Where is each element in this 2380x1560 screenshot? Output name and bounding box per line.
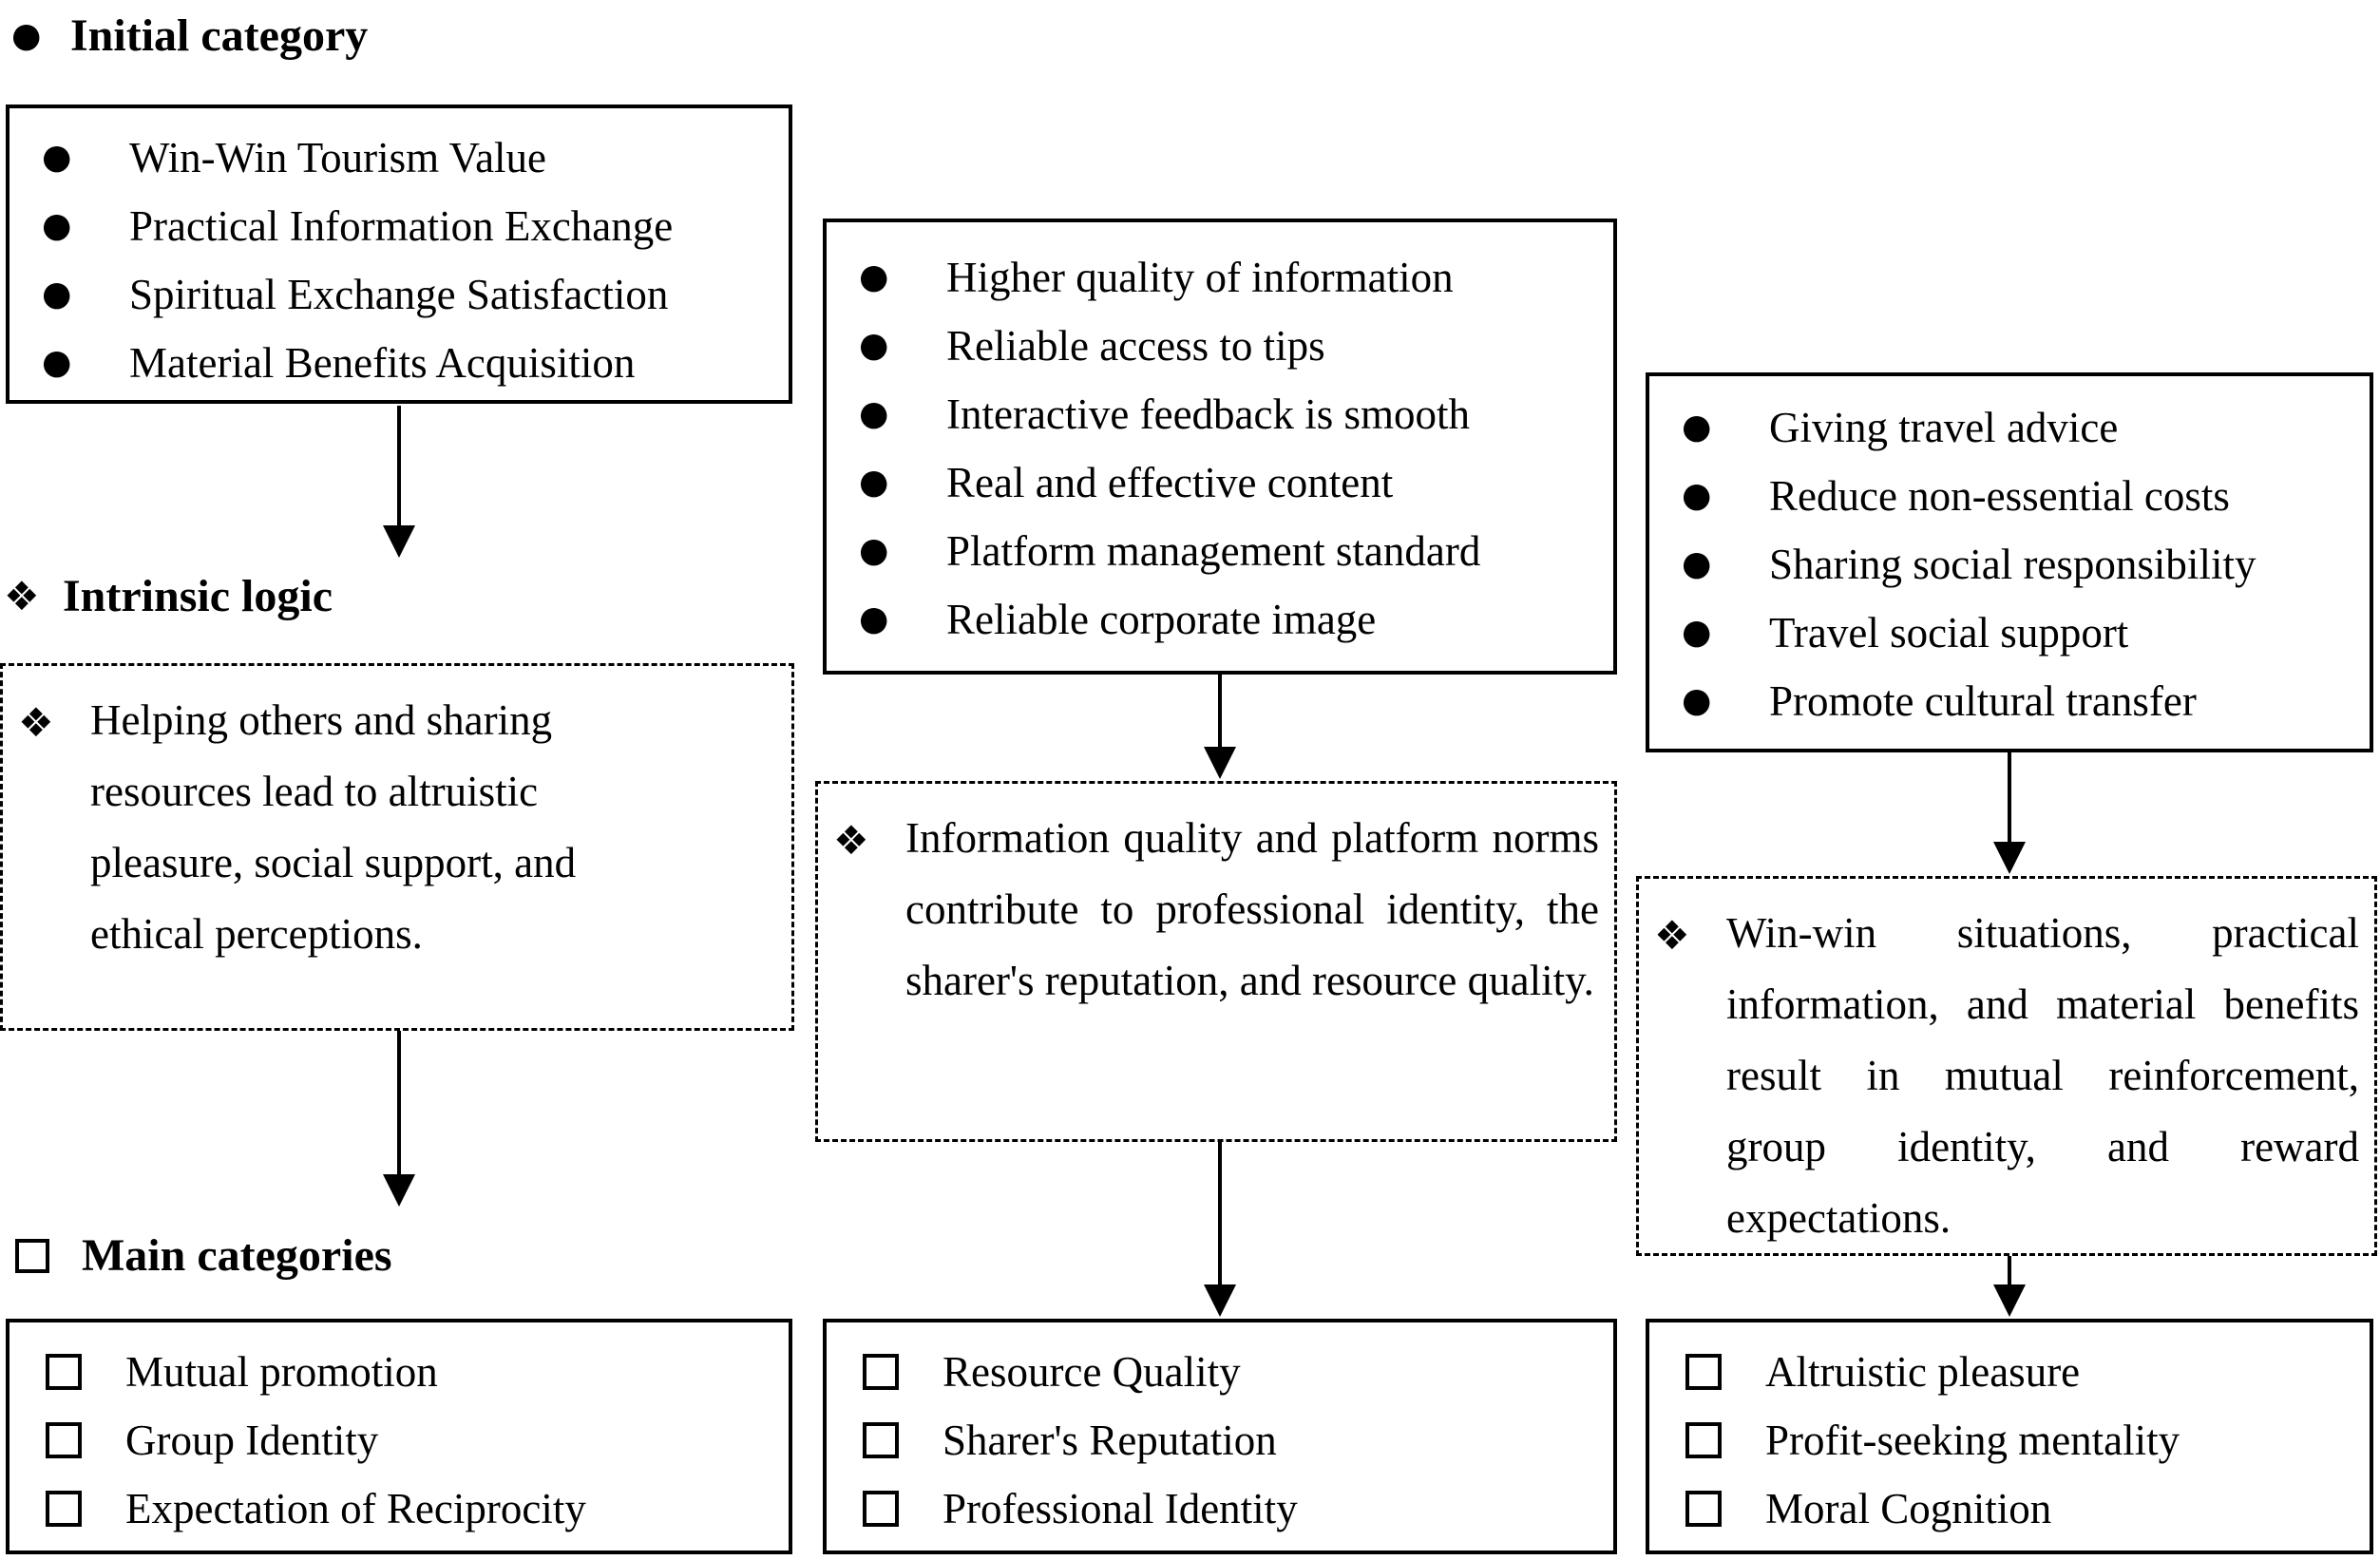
heading-intrinsic-logic <box>4 566 333 627</box>
list-item <box>859 243 1600 312</box>
diamond-icon: ❖ <box>18 699 54 746</box>
list-item-label: Promote cultural transfer <box>1769 677 2197 725</box>
list-item-label: Giving travel advice <box>1769 404 2119 451</box>
list-item-label: Reliable corporate image <box>946 596 1377 643</box>
list-item <box>1682 1406 2356 1474</box>
list-item <box>42 192 775 260</box>
bullet-icon: ● <box>42 138 72 177</box>
list-item <box>1682 462 2356 530</box>
bullet-icon: ● <box>1682 408 1712 447</box>
list-item <box>859 448 1600 517</box>
list-item-label: Expectation of Reciprocity <box>125 1485 586 1532</box>
list-item-label: Win-Win Tourism Value <box>129 134 547 181</box>
arrow-down-icon <box>1992 1256 2027 1317</box>
list-item-label: Moral Cognition <box>1765 1485 2052 1532</box>
diamond-icon: ❖ <box>4 573 40 619</box>
bullet-icon: ● <box>1682 476 1712 515</box>
list-item-label: Platform management standard <box>946 527 1481 575</box>
main-categories-box-left <box>6 1319 792 1554</box>
list-item <box>859 380 1600 448</box>
list-item <box>1682 530 2356 599</box>
list-item-label: Sharing social responsibility <box>1769 541 2256 588</box>
logic-text: Win-win situations, practical information, and material benefits result in mutual reinforcement, group identity, and reward expectations. <box>1726 909 2359 1242</box>
list-item <box>859 1406 1600 1474</box>
list-item-label: Spiritual Exchange Satisfaction <box>129 271 669 318</box>
intrinsic-logic-box-right <box>1636 876 2377 1256</box>
list-item-label: Altruistic pleasure <box>1765 1348 2081 1396</box>
checkbox-icon <box>863 1354 899 1390</box>
arrow-down-icon <box>1203 1142 1237 1317</box>
list-item <box>859 585 1600 654</box>
list-item-label: Reduce non-essential costs <box>1769 472 2230 520</box>
checkbox-icon <box>863 1422 899 1458</box>
bullet-icon: ● <box>42 275 72 314</box>
bullet-icon: ● <box>859 394 889 433</box>
main-categories-box-right <box>1646 1319 2373 1554</box>
list-item-label: Higher quality of information <box>946 254 1454 301</box>
checkbox-icon <box>15 1239 49 1273</box>
heading-intrinsic-logic-label: Intrinsic logic <box>63 571 333 621</box>
arrow-down-icon <box>382 406 416 558</box>
heading-initial-category <box>11 6 368 67</box>
arrow-down-icon <box>1992 752 2027 874</box>
main-categories-box-middle <box>823 1319 1617 1554</box>
list-item <box>1682 599 2356 667</box>
bullet-icon: ● <box>1682 613 1712 652</box>
bullet-icon: ● <box>1682 681 1712 720</box>
initial-categories-box-middle <box>823 219 1617 675</box>
bullet-icon: ● <box>859 326 889 365</box>
list-item-label: Resource Quality <box>942 1348 1241 1396</box>
list-item-label: Sharer's Reputation <box>942 1417 1277 1464</box>
checkbox-icon <box>1685 1422 1722 1458</box>
list-item <box>859 1338 1600 1406</box>
list-item <box>859 312 1600 380</box>
list-item <box>1682 1338 2356 1406</box>
checkbox-icon <box>46 1491 82 1527</box>
list-item-label: Reliable access to tips <box>946 322 1325 370</box>
bullet-icon: ● <box>859 257 889 296</box>
initial-categories-box-left <box>6 105 792 404</box>
heading-initial-category-label: Initial category <box>70 10 369 61</box>
intrinsic-logic-box-middle <box>815 781 1617 1142</box>
intrinsic-logic-box-left <box>0 663 794 1031</box>
list-item-label: Real and effective content <box>946 459 1394 506</box>
bullet-icon: ● <box>11 16 42 55</box>
arrow-down-icon <box>382 1031 416 1207</box>
list-item-label: Profit-seeking mentality <box>1765 1417 2180 1464</box>
checkbox-icon <box>46 1422 82 1458</box>
list-item <box>1682 667 2356 735</box>
checkbox-icon <box>863 1491 899 1527</box>
list-item-label: Practical Information Exchange <box>129 202 674 250</box>
list-item <box>42 329 775 397</box>
bullet-icon: ● <box>859 531 889 570</box>
bullet-icon: ● <box>859 599 889 638</box>
list-item-label: Material Benefits Acquisition <box>129 339 636 387</box>
logic-text: Helping others and sharing resources lead to altruistic pleasure, social support, and ethical perceptions. <box>90 696 577 958</box>
bullet-icon: ● <box>859 463 889 502</box>
heading-main-categories-label: Main categories <box>82 1230 392 1281</box>
checkbox-icon <box>46 1354 82 1390</box>
list-item-label: Mutual promotion <box>125 1348 438 1396</box>
diamond-icon: ❖ <box>833 817 869 864</box>
list-item <box>42 260 775 329</box>
heading-main-categories <box>10 1226 392 1286</box>
list-item <box>42 1338 775 1406</box>
list-item <box>42 1474 775 1543</box>
list-item-label: Professional Identity <box>942 1485 1298 1532</box>
list-item <box>859 517 1600 585</box>
list-item <box>859 1474 1600 1543</box>
list-item <box>42 1406 775 1474</box>
arrow-down-icon <box>1203 675 1237 779</box>
list-item <box>1682 393 2356 462</box>
list-item-label: Travel social support <box>1769 609 2129 656</box>
diamond-icon: ❖ <box>1654 912 1690 959</box>
bullet-icon: ● <box>42 343 72 382</box>
checkbox-icon <box>1685 1491 1722 1527</box>
list-item <box>1682 1474 2356 1543</box>
bullet-icon: ● <box>1682 544 1712 583</box>
list-item-label: Interactive feedback is smooth <box>946 390 1471 438</box>
logic-text: Information quality and platform norms contribute to professional identity, the sharer's reputation, and resource quality. <box>905 814 1599 1004</box>
checkbox-icon <box>1685 1354 1722 1390</box>
list-item <box>42 124 775 192</box>
bullet-icon: ● <box>42 206 72 245</box>
initial-categories-box-right <box>1646 372 2373 752</box>
list-item-label: Group Identity <box>125 1417 379 1464</box>
